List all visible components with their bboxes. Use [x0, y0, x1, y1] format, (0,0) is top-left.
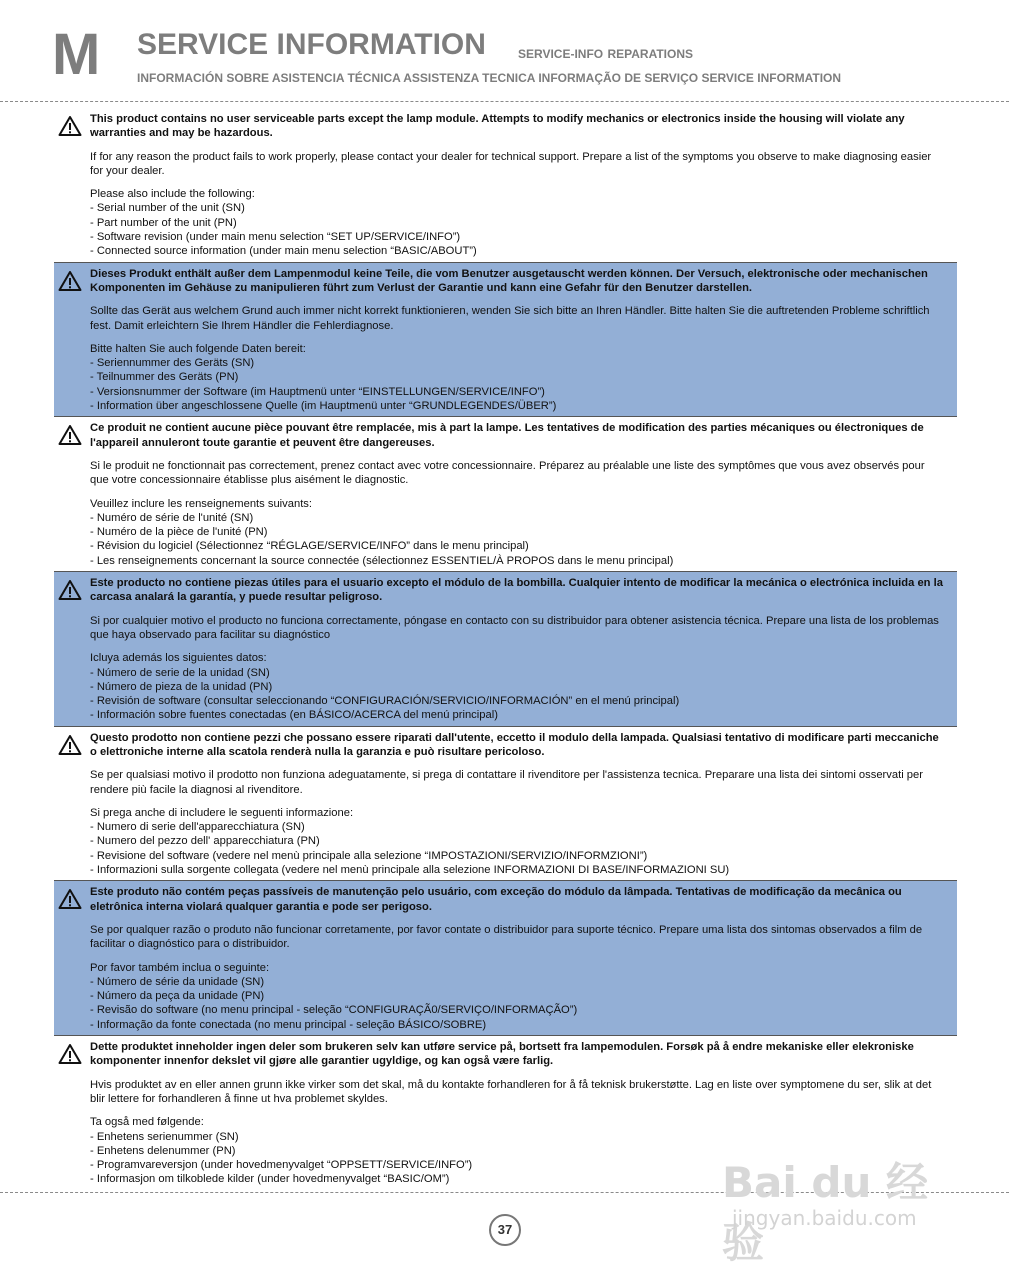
list-item: - Número de pieza de la unidad (PN): [90, 680, 273, 693]
list-item: - Seriennummer des Geräts (SN): [90, 357, 255, 370]
top-divider: [0, 101, 1009, 102]
list-item: - Numéro de série de l'unité (SN): [90, 511, 254, 524]
list-item: - Informasjon om tilkoblede kilder (under hovedmenyvalget “BASIC/OM”): [90, 1173, 450, 1186]
section-french: [54, 417, 957, 572]
list-item: - Informazioni sulla sorgente collegata (vedere nel menù principale alla selezione INFORMAZIONI DI BASE/INFORMAZIONI SU): [90, 864, 730, 877]
warning-icon: [58, 734, 82, 756]
support-text: Se por qualquer razão o produto não funcionar corretamente, por favor contate o distribuidor para suporte técnico. Prepare uma lista dos sintomas observados a film de facilitar o diagnóstico para o distribuidor.: [90, 923, 923, 951]
list-intro: Please also include the following:: [90, 188, 255, 201]
support-text: Si por cualquier motivo el producto no funciona correctamente, póngase en contacto con su distribuidor para obtener asistencia técnica. Prepare una lista de los problemas que haya observado para facilitar su diagnóstico: [90, 614, 939, 641]
support-text: Se per qualsiasi motivo il prodotto non funziona adeguatamente, si prega di contattare il rivenditore per l'assistenza tecnica. Preparare una lista dei sintomi osservati per rendere più facile la diagnosi al rivenditore.: [90, 769, 923, 796]
watermark-brand: Bai du 经验: [722, 1158, 928, 1267]
list-item: - Revisione del software (vedere nel menù principale alla selezione “IMPOSTAZIONI/SERVIZIO/INFORMZIONI”): [90, 849, 648, 862]
warning-icon: [58, 270, 82, 292]
list-item: - Programvareversjon (under hovedmenyvalget “OPPSETT/SERVICE/INFO”): [90, 1159, 473, 1172]
support-text: Sollte das Gerät aus welchem Grund auch immer nicht korrekt funktionieren, wenden Sie sich bitte an Ihren Händler. Bitte halten Sie die auftretenden Probleme schriftlich fest. Damit erleichtern Sie Ihrem Händler die Fehlerdiagnose.: [90, 305, 930, 332]
section-english: [54, 108, 957, 263]
baidu-watermark: [722, 1130, 962, 1267]
list-item: - Informação da fonte conectada (no menu principal - seleção BÁSICO/SOBRE): [90, 1018, 487, 1031]
warning-icon: [58, 888, 82, 910]
subtitle-line-1: SERVICE-INFO REPARATIONS: [518, 47, 694, 61]
list-item: - Información sobre fuentes conectadas (en BÁSICO/ACERCA del menú principal): [90, 709, 498, 722]
warning-icon: [58, 424, 82, 446]
support-text: Si le produit ne fonctionnait pas correctement, prenez contact avec votre concessionnaire. Préparez au préalable une liste des symptômes que vous avez observés pour que votre concessionnaire établisse plus aisément le diagnostic.: [90, 459, 925, 487]
list-item: - Enhetens delenummer (PN): [90, 1144, 236, 1157]
list-intro: Si prega anche di includere le seguenti informazione:: [90, 806, 354, 819]
warning-icon: [58, 115, 82, 137]
list-item: - Número de serie de la unidad (SN): [90, 666, 270, 679]
list-item: - Serial number of the unit (SN): [90, 202, 245, 215]
section-portuguese: [54, 881, 957, 1036]
list-item: - Número da peça da unidade (PN): [90, 990, 265, 1003]
list-item: - Teilnummer des Geräts (PN): [90, 371, 239, 384]
section-german: [54, 263, 957, 418]
list-item: - Revisão do software (no menu principal - seleção “CONFIGURAÇÃ0/SERVIÇO/INFORMAÇÃO”): [90, 1004, 578, 1017]
list-item: - Part number of the unit (PN): [90, 216, 237, 229]
list-item: - Connected source information (under main menu selection “BASIC/ABOUT”): [90, 245, 477, 258]
list-item: - Enhetens serienummer (SN): [90, 1130, 239, 1143]
section-letter: M: [52, 22, 100, 87]
list-intro: Veuillez inclure les renseignements suivants:: [90, 497, 313, 510]
list-item: - Revisión de software (consultar seleccionando “CONFIGURACIÓN/SERVICIO/INFORMACIÓN” en el menú principal): [90, 695, 680, 708]
list-intro: Bitte halten Sie auch folgende Daten bereit:: [90, 342, 306, 355]
warning-icon: [58, 579, 82, 601]
page-title: SERVICE INFORMATION: [137, 28, 486, 61]
page-header: [0, 0, 1009, 100]
list-item: - Número de série da unidade (SN): [90, 975, 265, 988]
list-item: - Versionsnummer der Software (im Hauptmenü unter “EINSTELLUNGEN/SERVICE/INFO”): [90, 385, 545, 398]
list-item: - Révision du logiciel (Sélectionnez “RÉGLAGE/SERVICE/INFO” dans le menu principal): [90, 540, 529, 553]
warning-text: Este produto não contém peças passíveis de manutenção pelo usuário, com exceção do módulo da lâmpada. Tentativas de modificação da mecânica ou eletrônica interna violará qualquer garantia e pode ser perigoso.: [90, 886, 902, 913]
page-number: 37: [489, 1214, 521, 1246]
list-item: - Software revision (under main menu selection “SET UP/SERVICE/INFO”): [90, 231, 461, 244]
support-text: Hvis produktet av en eller annen grunn ikke virker som det skal, må du kontakte forhandleren for å få teknisk brukerstøtte. Lag en liste over symptomene du ser, slik at det blir lettere for forhandleren å finne ut hva problemet skyldes.: [90, 1078, 932, 1105]
language-sections: [54, 108, 957, 1190]
list-item: - Numero di serie dell'apparecchiatura (SN): [90, 821, 305, 834]
warning-text: Dette produktet inneholder ingen deler som brukeren selv kan utføre service på, bortsett fra lampemodulen. Forsøk på å endre mekaniske eller elekroniske komponenter innenfor dekslet vil gjøre alle garantier ugyldige, og kan også være farlig.: [90, 1041, 914, 1068]
subtitle-line-2: INFORMACIÓN SOBRE ASISTENCIA TÉCNICA ASSISTENZA TECNICA INFORMAÇÃO DE SERVIÇO SERVICE INFORMATION: [137, 71, 842, 85]
section-spanish: [54, 572, 957, 727]
list-item: - Numero del pezzo dell' apparecchiatura (PN): [90, 835, 320, 848]
list-intro: Icluya además los siguientes datos:: [90, 652, 267, 665]
warning-icon: [58, 1043, 82, 1065]
warning-text: Dieses Produkt enthält außer dem Lampenmodul keine Teile, die vom Benutzer ausgetauscht werden können. Der Versuch, elektronische oder mechanischen Komponenten im Gehäuse zu manipulieren führt zum Verlust der Garantie und kann eine Gefahr für den Benutzer darstellen.: [90, 267, 928, 294]
support-text: If for any reason the product fails to work properly, please contact your dealer for technical support. Prepare a list of the symptoms you observe to make diagnosing easier for your dealer.: [90, 150, 932, 177]
warning-text: Este producto no contiene piezas útiles para el usuario excepto el módulo de la bombilla. Cualquier intento de modificar la mecánica o electrónica incluida en la carcasa analará la garantía, y puede resultar peligroso.: [90, 577, 943, 604]
list-intro: Ta også med følgende:: [90, 1116, 204, 1129]
watermark-url: jingyan.baidu.com: [732, 1206, 917, 1230]
section-italian: [54, 727, 957, 882]
list-item: - Numéro de la pièce de l'unité (PN): [90, 526, 268, 539]
warning-text: This product contains no user serviceable parts except the lamp module. Attempts to modify mechanics or electronics inside the housing will violate any warranties and may be hazardous.: [90, 113, 905, 140]
list-item: - Les renseignements concernant la source connectée (sélectionnez ESSENTIEL/À PROPOS dans le menu principal): [90, 554, 674, 567]
warning-text: Questo prodotto non contiene pezzi che possano essere riparati dall'utente, eccetto il modulo della lampada. Qualsiasi tentativo di modificare parti meccaniche o elettroniche interne alla scatola renderà nulla la garanzia e può risultare pericoloso.: [90, 731, 939, 758]
warning-text: Ce produit ne contient aucune pièce pouvant être remplacée, mis à part la lampe. Les tentatives de modification des parties mécaniques ou électroniques de l'appareil annuleront toute garantie et peuvent être dangereuses.: [90, 422, 924, 449]
list-item: - Information über angeschlossene Quelle (im Hauptmenü unter “GRUNDLEGENDES/ÜBER”): [90, 400, 557, 413]
list-intro: Por favor também inclua o seguinte:: [90, 961, 270, 974]
